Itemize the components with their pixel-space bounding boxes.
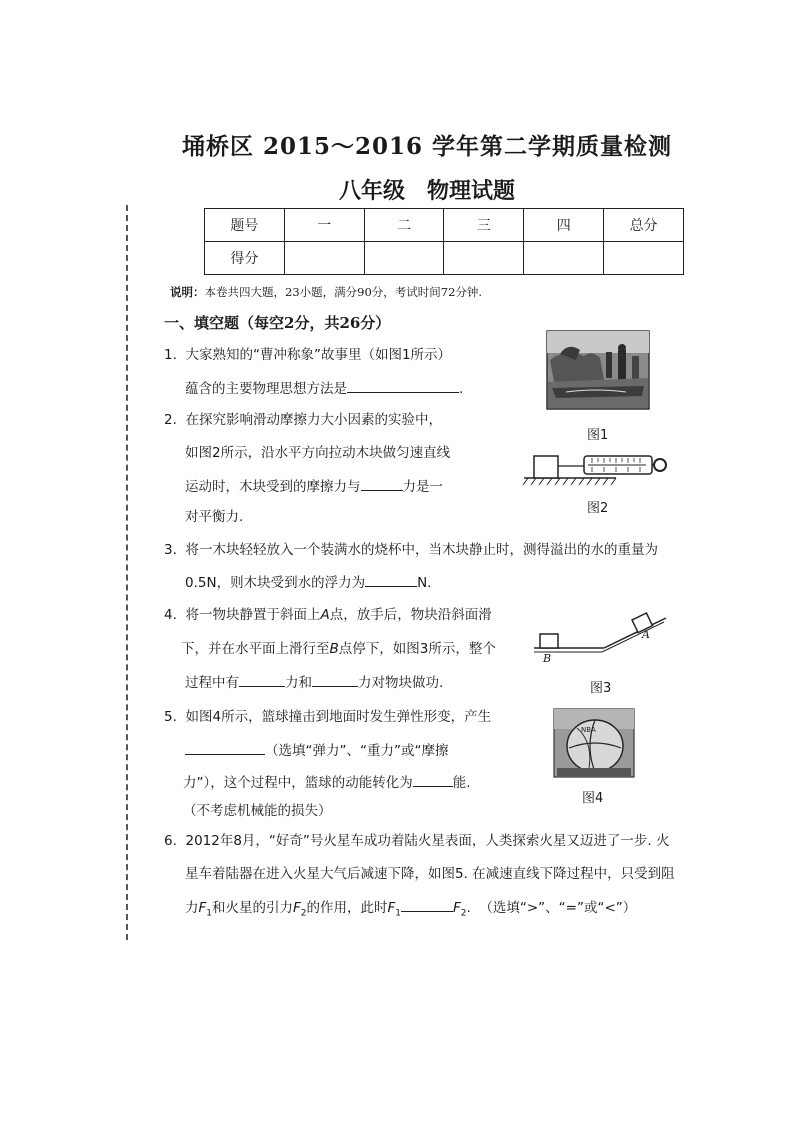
q4-line2: 下，并在水平面上滑行至B点停下，如图3所示，整个 [181,641,496,657]
figure-2-friction-setup [520,442,672,490]
score-cell: 二 [364,209,444,242]
score-cell: 总分 [604,209,684,242]
score-table [204,208,684,275]
q6-line3: 力$F_1$和火星的引力$F_2$的作用，此时$F_1$ $F_2$. （选填“>”、“=”或“<”） [185,897,636,924]
answer-blank[interactable] [365,572,417,587]
binding-line [126,205,128,940]
q2-line4: 对平衡力. [185,509,244,525]
score-cell: 四 [524,209,604,242]
figure-2-caption: 图2 [587,501,609,516]
q3-line1: 3. 将一木块轻轻放入一个装满水的烧杯中，当木块静止时，测得溢出的水的重量为 [164,542,658,558]
q6-line1: 6. 2012年8月，“好奇”号火星车成功着陆火星表面，人类探索火星又迈进了一步. 火 [164,833,670,849]
figure-3-label-b: B [543,652,552,665]
figure-4-ball-logo: NBA [581,726,596,734]
answer-blank[interactable] [239,672,285,687]
score-table-header-row [205,209,684,242]
q5-line1: 5. 如图4所示，篮球撞击到地面时发生弹性形变，产生 [164,709,492,725]
q2-line3: 运动时，木块受到的摩擦力与 力是一 [185,476,443,497]
q5-line2: （选填“弹力”、“重力”或“摩擦 [185,740,448,761]
answer-blank[interactable] [413,772,453,787]
score-cell: 得分 [205,242,285,275]
q6-line2: 星车着陆器在进入火星大气后减速下降，如图5. 在减速直线下降过程中，只受到阻 [185,866,675,882]
exam-subtitle: 八年级 物理试题 [338,178,515,204]
score-cell: 题号 [205,209,285,242]
q2-line1: 2. 在探究影响滑动摩擦力大小因素的实验中， [164,412,442,428]
score-input-cell[interactable] [284,242,364,275]
score-input-cell[interactable] [364,242,444,275]
score-cell: 一 [284,209,364,242]
score-input-cell[interactable] [604,242,684,275]
answer-blank[interactable] [347,378,459,393]
figure-3-caption: 图3 [590,681,612,696]
q2-line2: 如图2所示，沿水平方向拉动木块做匀速直线 [185,445,451,461]
q4-line3: 过程中有 力和 力对物块做功. [185,672,443,693]
figure-1-caption: 图1 [587,428,609,443]
figure-4-caption: 图4 [582,791,604,806]
q4-line1: 4. 将一物块静置于斜面上A点，放手后，物块沿斜面滑 [164,607,492,623]
figure-3-incline [530,606,670,670]
q1-line2: 蕴含的主要物理思想方法是 . [185,378,463,399]
answer-blank[interactable] [312,672,358,687]
figure-3-label-a: A [642,628,650,641]
figure-4-basketball [553,708,635,778]
note-text: 本卷共四大题，23小题，满分90分，考试时间72分钟. [204,285,483,299]
exam-title: 埇桥区 2015～2016 学年第二学期质量检测 [181,133,673,160]
q5-line4: （不考虑机械能的损失） [183,803,332,819]
figure-1-elephant-illustration [546,330,650,410]
q5-line3: 力”），这个过程中，篮球的动能转化为 能. [183,772,471,793]
answer-blank[interactable] [361,476,403,491]
score-input-cell[interactable] [444,242,524,275]
answer-blank[interactable] [401,897,453,912]
score-input-cell[interactable] [524,242,604,275]
q1-line1: 1. 大家熟知的“曹冲称象”故事里（如图1所示） [164,347,452,363]
q3-line2: 0.5N，则木块受到水的浮力为 N. [185,572,431,593]
note-label: 说明： [170,285,205,299]
section-1-title: 一、填空题（每空2分，共26分） [164,314,391,332]
score-table-score-row [205,242,684,275]
answer-blank[interactable] [185,740,265,755]
score-cell: 三 [444,209,524,242]
exam-note [170,282,482,302]
